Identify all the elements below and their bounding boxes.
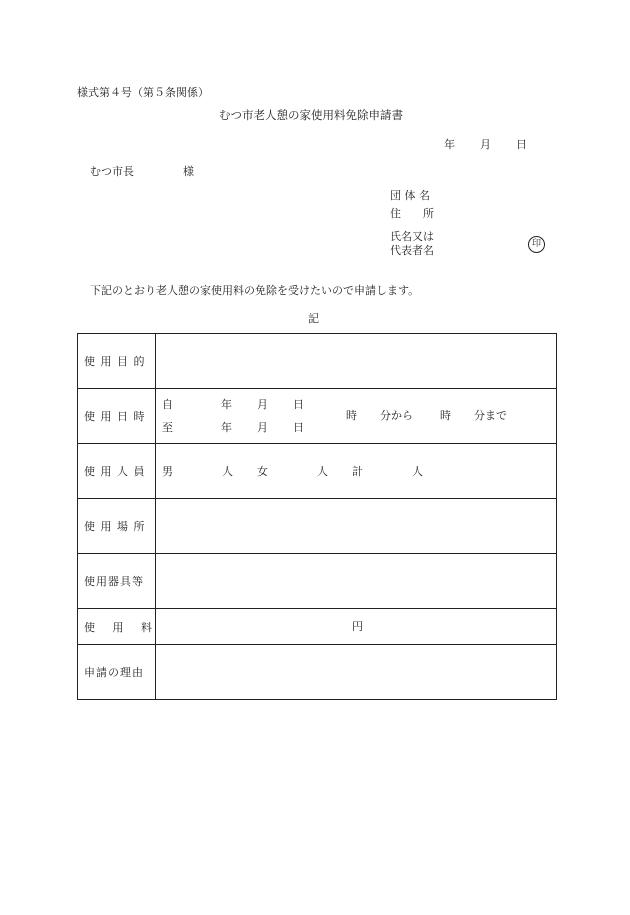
- datetime-hour-from: 時: [346, 409, 357, 422]
- seal-mark: 印: [528, 236, 545, 253]
- people-female: 女: [257, 465, 268, 478]
- request-sentence: 下記のとおり老人憩の家使用料の免除を受けたいので申請します。: [90, 284, 420, 297]
- address-label: 住 所: [390, 207, 434, 220]
- place-label: 使 用 場 所: [78, 499, 156, 554]
- datetime-to-year: 年: [221, 421, 232, 434]
- datetime-minute-to: 分まで: [474, 409, 507, 422]
- datetime-field[interactable]: [156, 389, 557, 444]
- datetime-hour-to: 時: [440, 409, 451, 422]
- equipment-label: 使用器具等: [78, 554, 156, 609]
- people-total-unit: 人: [412, 465, 423, 478]
- people-male: 男: [162, 465, 173, 478]
- name-label-line2: 代表者名: [390, 244, 434, 257]
- row-equipment: [78, 554, 557, 609]
- reason-field[interactable]: [156, 645, 557, 700]
- datetime-minute-from: 分から: [380, 409, 413, 422]
- place-field[interactable]: [156, 499, 557, 554]
- fee-unit: 円: [352, 620, 363, 633]
- row-reason: [78, 645, 557, 700]
- datetime-label: 使 用 日 時: [78, 389, 156, 444]
- purpose-field[interactable]: [156, 334, 557, 389]
- people-male-unit: 人: [222, 465, 233, 478]
- row-fee: [78, 609, 557, 645]
- datetime-from-day: 日: [293, 398, 304, 411]
- form-number: 様式第４号（第５条関係）: [77, 86, 209, 99]
- fee-label: 使 用 料: [78, 609, 156, 645]
- row-purpose: [78, 334, 557, 389]
- purpose-label: 使 用 目 的: [78, 334, 156, 389]
- people-label: 使 用 人 員: [78, 444, 156, 499]
- addressee-mayor: むつ市長: [90, 165, 134, 178]
- datetime-from: 自: [162, 398, 173, 411]
- people-total: 計: [352, 465, 363, 478]
- equipment-field[interactable]: [156, 554, 557, 609]
- application-table: [77, 333, 557, 700]
- people-female-unit: 人: [317, 465, 328, 478]
- row-datetime: [78, 389, 557, 444]
- datetime-to-month: 月: [257, 421, 268, 434]
- ki-mark: 記: [308, 312, 319, 325]
- datetime-to-day: 日: [293, 421, 304, 434]
- datetime-to: 至: [162, 421, 173, 434]
- row-people: [78, 444, 557, 499]
- datetime-from-year: 年: [221, 398, 232, 411]
- name-label-line1: 氏名又は: [390, 230, 434, 243]
- reason-label: 申請の理由: [78, 645, 156, 700]
- form-title: むつ市老人憩の家使用料免除申請書: [219, 108, 403, 122]
- row-place: [78, 499, 557, 554]
- people-field[interactable]: [156, 444, 557, 499]
- addressee-honorific: 様: [183, 165, 194, 178]
- fee-field[interactable]: [156, 609, 557, 645]
- date-day: 日: [516, 138, 527, 151]
- date-year: 年: [444, 138, 455, 151]
- datetime-from-month: 月: [257, 398, 268, 411]
- date-month: 月: [480, 138, 491, 151]
- group-name-label: 団 体 名: [390, 189, 430, 202]
